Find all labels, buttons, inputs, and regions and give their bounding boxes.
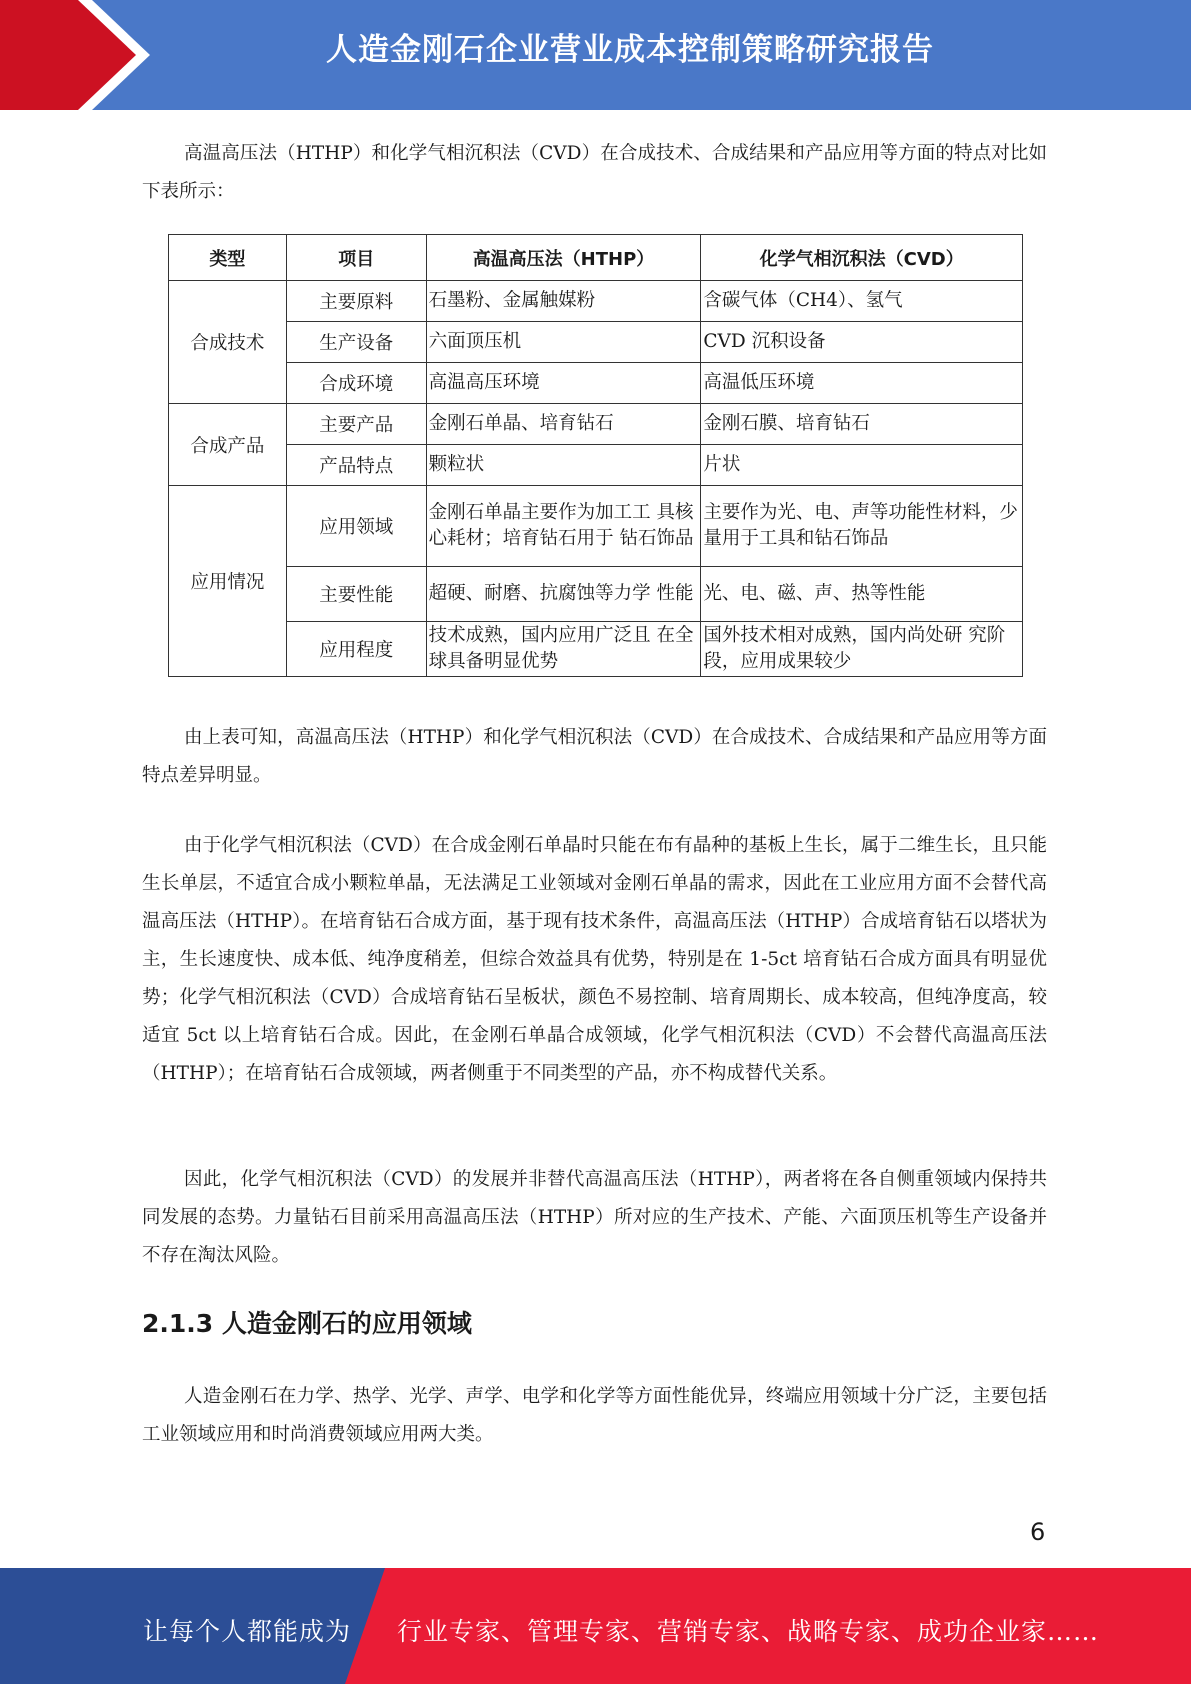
body-paragraph-1: 由上表可知，高温高压法（HTHP）和化学气相沉积法（CVD）在合成技术、合成结果和产品应用等方面特点差异明显。 <box>142 727 1047 786</box>
item-cell: 应用领域 <box>286 486 426 567</box>
hthp-cell: 金刚石单晶主要作为加工工 具核心耗材；培育钻石用于 钻石饰品 <box>426 486 701 567</box>
hthp-cell: 石墨粉、金属触媒粉 <box>426 281 701 322</box>
cvd-cell: CVD 沉积设备 <box>701 322 1023 363</box>
section-heading: 2.1.3 人造金刚石的应用领域 <box>142 1309 472 1338</box>
cvd-cell: 高温低压环境 <box>701 363 1023 404</box>
item-cell: 主要性能 <box>286 567 426 622</box>
table-row <box>169 486 1023 567</box>
cvd-cell: 主要作为光、电、声等功能性材料，少量用于工具和钻石饰品 <box>701 486 1023 567</box>
hthp-cell: 超硬、耐磨、抗腐蚀等力学 性能 <box>426 567 701 622</box>
cvd-cell: 光、电、磁、声、热等性能 <box>701 567 1023 622</box>
item-cell: 产品特点 <box>286 445 426 486</box>
hthp-cell: 颗粒状 <box>426 445 701 486</box>
table-row <box>169 404 1023 445</box>
hthp-cell: 六面顶压机 <box>426 322 701 363</box>
header-title: 人造金刚石企业营业成本控制策略研究报告 <box>326 32 934 68</box>
page-footer <box>0 1568 1191 1684</box>
cvd-cell: 含碳气体（CH4）、氢气 <box>701 281 1023 322</box>
item-cell: 主要产品 <box>286 404 426 445</box>
header-arrow-decoration <box>0 0 160 110</box>
table-row <box>169 445 1023 486</box>
item-cell: 主要原料 <box>286 281 426 322</box>
section-paragraph: 人造金刚石在力学、热学、光学、声学、电学和化学等方面性能优异，终端应用领域十分广泛，主要包括工业领域应用和时尚消费领域应用两大类。 <box>142 1386 1047 1445</box>
table-row <box>169 322 1023 363</box>
cvd-cell: 金刚石膜、培育钻石 <box>701 404 1023 445</box>
hthp-cell: 高温高压环境 <box>426 363 701 404</box>
hthp-cell: 金刚石单晶、培育钻石 <box>426 404 701 445</box>
comparison-table <box>168 234 1023 677</box>
cvd-cell: 片状 <box>701 445 1023 486</box>
cvd-cell: 国外技术相对成熟，国内尚处研 究阶段，应用成果较少 <box>701 622 1023 677</box>
table-row <box>169 281 1023 322</box>
table-row <box>169 363 1023 404</box>
hthp-cell: 技术成熟，国内应用广泛且 在全球具备明显优势 <box>426 622 701 677</box>
table-row <box>169 622 1023 677</box>
group-cell: 合成产品 <box>169 404 287 486</box>
header-cell-hthp: 高温高压法（HTHP） <box>426 235 701 281</box>
item-cell: 生产设备 <box>286 322 426 363</box>
item-cell: 合成环境 <box>286 363 426 404</box>
body-paragraph-2: 由于化学气相沉积法（CVD）在合成金刚石单晶时只能在布有晶种的基板上生长，属于二维生长，且只能生长单层，不适宜合成小颗粒单晶，无法满足工业领域对金刚石单晶的需求，因此在工业应用方面不会替代高温高压法（HTHP）。在培育钻石合成方面，基于现有技术条件，高温高压法（HTHP）合成培育钻石以塔状为主，生长速度快、成本低、纯净度稍差，但综合效益具有优势，特别是在 1-5ct 培育钻石合成方面具有明显优势；化学气相沉积法（CVD）合成培育钻石呈板状，颜色不易控制、培育周期长、成本较高，但纯净度高，较适宜 5ct 以上培育钻石合成。因此，在金刚石单晶合成领域，化学气相沉积法（CVD）不会替代高温高压法（HTHP）；在培育钻石合成领域，两者侧重于不同类型的产品，亦不构成替代关系。 <box>142 835 1047 1084</box>
page-number: 6 <box>1030 1518 1046 1546</box>
group-cell: 应用情况 <box>169 486 287 677</box>
group-cell: 合成技术 <box>169 281 287 404</box>
header-cell-item: 项目 <box>286 235 426 281</box>
item-cell: 应用程度 <box>286 622 426 677</box>
intro-paragraph: 高温高压法（HTHP）和化学气相沉积法（CVD）在合成技术、合成结果和产品应用等方面的特点对比如下表所示： <box>142 143 1047 202</box>
header-cell-type: 类型 <box>169 235 287 281</box>
footer-slogan-left: 让每个人都能成为 <box>143 1617 352 1646</box>
body-paragraph-3: 因此，化学气相沉积法（CVD）的发展并非替代高温高压法（HTHP），两者将在各自侧重领域内保持共同发展的态势。力量钻石目前采用高温高压法（HTHP）所对应的生产技术、产能、六面顶压机等生产设备并不存在淘汰风险。 <box>142 1169 1047 1266</box>
table-header-row <box>169 235 1023 281</box>
footer-slogan-right: 行业专家、管理专家、营销专家、战略专家、成功企业家…… <box>397 1617 1100 1646</box>
header-cell-cvd: 化学气相沉积法（CVD） <box>701 235 1023 281</box>
page-header <box>0 0 1191 110</box>
table-row <box>169 567 1023 622</box>
